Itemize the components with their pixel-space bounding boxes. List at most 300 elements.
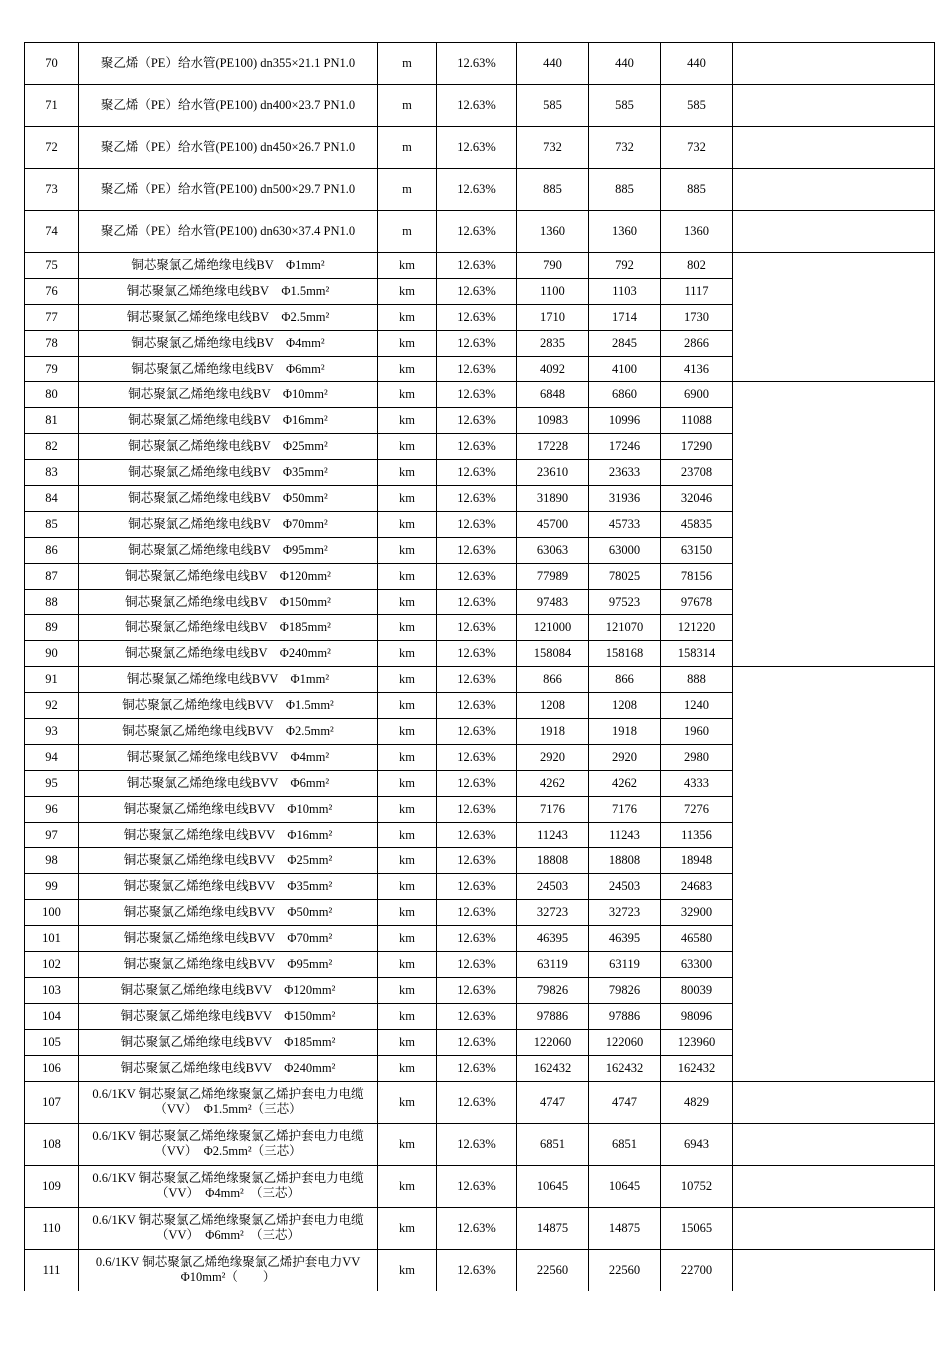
unit-cell: km bbox=[378, 744, 437, 770]
price-2-cell: 31936 bbox=[589, 486, 661, 512]
table-row bbox=[25, 460, 935, 486]
remark-cell bbox=[733, 486, 935, 512]
rate-cell: 12.63% bbox=[437, 641, 517, 667]
item-number-cell: 98 bbox=[25, 848, 79, 874]
rate-cell: 12.63% bbox=[437, 85, 517, 127]
item-name-cell: 铜芯聚氯乙烯绝缘电线BVV Φ1.5mm² bbox=[79, 693, 378, 719]
item-number-cell: 81 bbox=[25, 408, 79, 434]
unit-cell: km bbox=[378, 770, 437, 796]
rate-cell: 12.63% bbox=[437, 356, 517, 382]
price-2-cell: 46395 bbox=[589, 926, 661, 952]
unit-cell: km bbox=[378, 589, 437, 615]
table-row bbox=[25, 43, 935, 85]
item-name-cell: 聚乙烯（PE）给水管(PE100) dn355×21.1 PN1.0 bbox=[79, 43, 378, 85]
price-1-cell: 22560 bbox=[517, 1249, 589, 1291]
item-name-cell: 0.6/1KV 铜芯聚氯乙烯绝缘聚氯乙烯护套电力电缆（VV） Φ6mm² （三芯） bbox=[79, 1207, 378, 1249]
price-3-cell: 63300 bbox=[661, 952, 733, 978]
price-3-cell: 1240 bbox=[661, 693, 733, 719]
price-3-cell: 15065 bbox=[661, 1207, 733, 1249]
price-2-cell: 10996 bbox=[589, 408, 661, 434]
price-2-cell: 440 bbox=[589, 43, 661, 85]
table-row bbox=[25, 1123, 935, 1165]
unit-cell: km bbox=[378, 253, 437, 279]
rate-cell: 12.63% bbox=[437, 1123, 517, 1165]
unit-cell: km bbox=[378, 1055, 437, 1081]
price-2-cell: 2920 bbox=[589, 744, 661, 770]
item-number-cell: 90 bbox=[25, 641, 79, 667]
item-number-cell: 99 bbox=[25, 874, 79, 900]
remark-cell bbox=[733, 85, 935, 127]
table-row bbox=[25, 719, 935, 745]
table-row bbox=[25, 770, 935, 796]
rate-cell: 12.63% bbox=[437, 693, 517, 719]
table-row bbox=[25, 693, 935, 719]
price-1-cell: 63063 bbox=[517, 537, 589, 563]
price-1-cell: 6851 bbox=[517, 1123, 589, 1165]
remark-cell bbox=[733, 977, 935, 1003]
price-2-cell: 24503 bbox=[589, 874, 661, 900]
table-row bbox=[25, 486, 935, 512]
table-row bbox=[25, 1207, 935, 1249]
item-name-cell: 铜芯聚氯乙烯绝缘电线BVV Φ10mm² bbox=[79, 796, 378, 822]
item-number-cell: 105 bbox=[25, 1029, 79, 1055]
price-2-cell: 63119 bbox=[589, 952, 661, 978]
rate-cell: 12.63% bbox=[437, 537, 517, 563]
item-number-cell: 88 bbox=[25, 589, 79, 615]
item-name-cell: 0.6/1KV 铜芯聚氯乙烯绝缘聚氯乙烯护套电力电缆（VV） Φ4mm² （三芯） bbox=[79, 1165, 378, 1207]
price-1-cell: 1208 bbox=[517, 693, 589, 719]
item-name-cell: 铜芯聚氯乙烯绝缘电线BV Φ120mm² bbox=[79, 563, 378, 589]
item-name-cell: 铜芯聚氯乙烯绝缘电线BVV Φ6mm² bbox=[79, 770, 378, 796]
unit-cell: km bbox=[378, 796, 437, 822]
remark-cell bbox=[733, 1123, 935, 1165]
item-name-cell: 铜芯聚氯乙烯绝缘电线BVV Φ25mm² bbox=[79, 848, 378, 874]
price-2-cell: 885 bbox=[589, 169, 661, 211]
price-2-cell: 1714 bbox=[589, 304, 661, 330]
remark-cell bbox=[733, 874, 935, 900]
price-2-cell: 162432 bbox=[589, 1055, 661, 1081]
remark-cell bbox=[733, 1055, 935, 1081]
item-number-cell: 79 bbox=[25, 356, 79, 382]
item-name-cell: 铜芯聚氯乙烯绝缘电线BVV Φ16mm² bbox=[79, 822, 378, 848]
item-name-cell: 铜芯聚氯乙烯绝缘电线BV Φ1mm² bbox=[79, 253, 378, 279]
price-3-cell: 2980 bbox=[661, 744, 733, 770]
rate-cell: 12.63% bbox=[437, 1003, 517, 1029]
price-3-cell: 802 bbox=[661, 253, 733, 279]
rate-cell: 12.63% bbox=[437, 511, 517, 537]
unit-cell: km bbox=[378, 719, 437, 745]
table-row bbox=[25, 408, 935, 434]
item-number-cell: 71 bbox=[25, 85, 79, 127]
item-name-cell: 铜芯聚氯乙烯绝缘电线BV Φ25mm² bbox=[79, 434, 378, 460]
item-number-cell: 89 bbox=[25, 615, 79, 641]
item-name-cell: 铜芯聚氯乙烯绝缘电线BVV Φ240mm² bbox=[79, 1055, 378, 1081]
table-row bbox=[25, 952, 935, 978]
item-number-cell: 97 bbox=[25, 822, 79, 848]
rate-cell: 12.63% bbox=[437, 43, 517, 85]
unit-cell: m bbox=[378, 169, 437, 211]
table-row bbox=[25, 977, 935, 1003]
item-name-cell: 0.6/1KV 铜芯聚氯乙烯绝缘聚氯乙烯护套电力电缆（VV） Φ2.5mm²（三芯） bbox=[79, 1123, 378, 1165]
rate-cell: 12.63% bbox=[437, 127, 517, 169]
table-row bbox=[25, 1249, 935, 1291]
price-1-cell: 732 bbox=[517, 127, 589, 169]
item-name-cell: 铜芯聚氯乙烯绝缘电线BV Φ6mm² bbox=[79, 356, 378, 382]
remark-cell bbox=[733, 900, 935, 926]
price-3-cell: 440 bbox=[661, 43, 733, 85]
rate-cell: 12.63% bbox=[437, 874, 517, 900]
price-2-cell: 7176 bbox=[589, 796, 661, 822]
price-2-cell: 2845 bbox=[589, 330, 661, 356]
item-number-cell: 110 bbox=[25, 1207, 79, 1249]
price-2-cell: 23633 bbox=[589, 460, 661, 486]
price-1-cell: 885 bbox=[517, 169, 589, 211]
item-name-cell: 铜芯聚氯乙烯绝缘电线BV Φ70mm² bbox=[79, 511, 378, 537]
item-number-cell: 109 bbox=[25, 1165, 79, 1207]
rate-cell: 12.63% bbox=[437, 667, 517, 693]
remark-cell bbox=[733, 127, 935, 169]
rate-cell: 12.63% bbox=[437, 615, 517, 641]
table-row bbox=[25, 85, 935, 127]
price-1-cell: 4747 bbox=[517, 1081, 589, 1123]
price-3-cell: 1960 bbox=[661, 719, 733, 745]
price-2-cell: 792 bbox=[589, 253, 661, 279]
price-2-cell: 97886 bbox=[589, 1003, 661, 1029]
rate-cell: 12.63% bbox=[437, 1081, 517, 1123]
price-3-cell: 585 bbox=[661, 85, 733, 127]
unit-cell: km bbox=[378, 1249, 437, 1291]
price-3-cell: 10752 bbox=[661, 1165, 733, 1207]
item-number-cell: 77 bbox=[25, 304, 79, 330]
price-3-cell: 63150 bbox=[661, 537, 733, 563]
table-row bbox=[25, 848, 935, 874]
remark-cell bbox=[733, 1003, 935, 1029]
remark-cell bbox=[733, 667, 935, 693]
price-3-cell: 4829 bbox=[661, 1081, 733, 1123]
price-3-cell: 4136 bbox=[661, 356, 733, 382]
unit-cell: m bbox=[378, 211, 437, 253]
item-name-cell: 0.6/1KV 铜芯聚氯乙烯绝缘聚氯乙烯护套电力VV Φ10mm²（ ） bbox=[79, 1249, 378, 1291]
price-2-cell: 10645 bbox=[589, 1165, 661, 1207]
remark-cell bbox=[733, 434, 935, 460]
price-1-cell: 1918 bbox=[517, 719, 589, 745]
item-number-cell: 91 bbox=[25, 667, 79, 693]
price-2-cell: 122060 bbox=[589, 1029, 661, 1055]
price-2-cell: 1103 bbox=[589, 278, 661, 304]
unit-cell: km bbox=[378, 1081, 437, 1123]
item-number-cell: 106 bbox=[25, 1055, 79, 1081]
item-number-cell: 82 bbox=[25, 434, 79, 460]
price-2-cell: 866 bbox=[589, 667, 661, 693]
rate-cell: 12.63% bbox=[437, 169, 517, 211]
remark-cell bbox=[733, 304, 935, 330]
remark-cell bbox=[733, 796, 935, 822]
table-row bbox=[25, 537, 935, 563]
item-number-cell: 73 bbox=[25, 169, 79, 211]
item-name-cell: 铜芯聚氯乙烯绝缘电线BV Φ185mm² bbox=[79, 615, 378, 641]
table-row bbox=[25, 382, 935, 408]
price-3-cell: 6900 bbox=[661, 382, 733, 408]
table-row bbox=[25, 1055, 935, 1081]
price-3-cell: 162432 bbox=[661, 1055, 733, 1081]
price-1-cell: 63119 bbox=[517, 952, 589, 978]
item-number-cell: 103 bbox=[25, 977, 79, 1003]
price-2-cell: 17246 bbox=[589, 434, 661, 460]
item-name-cell: 铜芯聚氯乙烯绝缘电线BV Φ2.5mm² bbox=[79, 304, 378, 330]
price-3-cell: 18948 bbox=[661, 848, 733, 874]
rate-cell: 12.63% bbox=[437, 563, 517, 589]
price-3-cell: 17290 bbox=[661, 434, 733, 460]
price-2-cell: 6851 bbox=[589, 1123, 661, 1165]
table-row bbox=[25, 356, 935, 382]
item-name-cell: 铜芯聚氯乙烯绝缘电线BVV Φ2.5mm² bbox=[79, 719, 378, 745]
price-2-cell: 79826 bbox=[589, 977, 661, 1003]
table-row bbox=[25, 874, 935, 900]
price-1-cell: 97483 bbox=[517, 589, 589, 615]
item-name-cell: 0.6/1KV 铜芯聚氯乙烯绝缘聚氯乙烯护套电力电缆（VV） Φ1.5mm²（三芯） bbox=[79, 1081, 378, 1123]
rate-cell: 12.63% bbox=[437, 382, 517, 408]
price-1-cell: 23610 bbox=[517, 460, 589, 486]
unit-cell: km bbox=[378, 1123, 437, 1165]
item-name-cell: 铜芯聚氯乙烯绝缘电线BV Φ240mm² bbox=[79, 641, 378, 667]
rate-cell: 12.63% bbox=[437, 434, 517, 460]
price-2-cell: 121070 bbox=[589, 615, 661, 641]
remark-cell bbox=[733, 1249, 935, 1291]
rate-cell: 12.63% bbox=[437, 977, 517, 1003]
unit-cell: km bbox=[378, 667, 437, 693]
price-3-cell: 11356 bbox=[661, 822, 733, 848]
unit-cell: km bbox=[378, 1207, 437, 1249]
remark-cell bbox=[733, 926, 935, 952]
item-name-cell: 铜芯聚氯乙烯绝缘电线BV Φ4mm² bbox=[79, 330, 378, 356]
price-3-cell: 7276 bbox=[661, 796, 733, 822]
item-name-cell: 铜芯聚氯乙烯绝缘电线BV Φ16mm² bbox=[79, 408, 378, 434]
rate-cell: 12.63% bbox=[437, 719, 517, 745]
rate-cell: 12.63% bbox=[437, 589, 517, 615]
price-1-cell: 790 bbox=[517, 253, 589, 279]
item-name-cell: 铜芯聚氯乙烯绝缘电线BVV Φ95mm² bbox=[79, 952, 378, 978]
table-row bbox=[25, 304, 935, 330]
remark-cell bbox=[733, 537, 935, 563]
remark-cell bbox=[733, 719, 935, 745]
rate-cell: 12.63% bbox=[437, 278, 517, 304]
unit-cell: km bbox=[378, 977, 437, 1003]
item-name-cell: 铜芯聚氯乙烯绝缘电线BV Φ50mm² bbox=[79, 486, 378, 512]
unit-cell: km bbox=[378, 874, 437, 900]
table-row bbox=[25, 926, 935, 952]
rate-cell: 12.63% bbox=[437, 926, 517, 952]
rate-cell: 12.63% bbox=[437, 1249, 517, 1291]
rate-cell: 12.63% bbox=[437, 1165, 517, 1207]
item-number-cell: 70 bbox=[25, 43, 79, 85]
rate-cell: 12.63% bbox=[437, 408, 517, 434]
price-3-cell: 32900 bbox=[661, 900, 733, 926]
table-row bbox=[25, 278, 935, 304]
remark-cell bbox=[733, 952, 935, 978]
price-2-cell: 4262 bbox=[589, 770, 661, 796]
remark-cell bbox=[733, 460, 935, 486]
price-3-cell: 732 bbox=[661, 127, 733, 169]
item-name-cell: 聚乙烯（PE）给水管(PE100) dn400×23.7 PN1.0 bbox=[79, 85, 378, 127]
table-row bbox=[25, 1003, 935, 1029]
item-name-cell: 铜芯聚氯乙烯绝缘电线BVV Φ185mm² bbox=[79, 1029, 378, 1055]
remark-cell bbox=[733, 278, 935, 304]
price-1-cell: 6848 bbox=[517, 382, 589, 408]
price-3-cell: 6943 bbox=[661, 1123, 733, 1165]
unit-cell: km bbox=[378, 537, 437, 563]
unit-cell: km bbox=[378, 1029, 437, 1055]
remark-cell bbox=[733, 641, 935, 667]
unit-cell: km bbox=[378, 382, 437, 408]
item-number-cell: 108 bbox=[25, 1123, 79, 1165]
item-number-cell: 87 bbox=[25, 563, 79, 589]
item-name-cell: 聚乙烯（PE）给水管(PE100) dn630×37.4 PN1.0 bbox=[79, 211, 378, 253]
unit-cell: m bbox=[378, 127, 437, 169]
rate-cell: 12.63% bbox=[437, 253, 517, 279]
item-number-cell: 92 bbox=[25, 693, 79, 719]
price-2-cell: 63000 bbox=[589, 537, 661, 563]
item-number-cell: 86 bbox=[25, 537, 79, 563]
rate-cell: 12.63% bbox=[437, 1029, 517, 1055]
price-2-cell: 78025 bbox=[589, 563, 661, 589]
rate-cell: 12.63% bbox=[437, 744, 517, 770]
unit-cell: km bbox=[378, 278, 437, 304]
item-number-cell: 104 bbox=[25, 1003, 79, 1029]
price-3-cell: 22700 bbox=[661, 1249, 733, 1291]
item-number-cell: 83 bbox=[25, 460, 79, 486]
price-1-cell: 4092 bbox=[517, 356, 589, 382]
price-1-cell: 4262 bbox=[517, 770, 589, 796]
item-name-cell: 铜芯聚氯乙烯绝缘电线BVV Φ35mm² bbox=[79, 874, 378, 900]
remark-cell bbox=[733, 330, 935, 356]
price-1-cell: 18808 bbox=[517, 848, 589, 874]
table-row bbox=[25, 211, 935, 253]
item-number-cell: 72 bbox=[25, 127, 79, 169]
item-name-cell: 铜芯聚氯乙烯绝缘电线BVV Φ150mm² bbox=[79, 1003, 378, 1029]
table-row bbox=[25, 641, 935, 667]
table-row bbox=[25, 822, 935, 848]
price-1-cell: 79826 bbox=[517, 977, 589, 1003]
rate-cell: 12.63% bbox=[437, 1207, 517, 1249]
remark-cell bbox=[733, 382, 935, 408]
price-2-cell: 11243 bbox=[589, 822, 661, 848]
unit-cell: km bbox=[378, 693, 437, 719]
remark-cell bbox=[733, 1081, 935, 1123]
remark-cell bbox=[733, 1207, 935, 1249]
table-row bbox=[25, 1165, 935, 1207]
item-name-cell: 聚乙烯（PE）给水管(PE100) dn450×26.7 PN1.0 bbox=[79, 127, 378, 169]
table-row bbox=[25, 796, 935, 822]
item-number-cell: 80 bbox=[25, 382, 79, 408]
remark-cell bbox=[733, 211, 935, 253]
remark-cell bbox=[733, 770, 935, 796]
price-3-cell: 78156 bbox=[661, 563, 733, 589]
price-2-cell: 14875 bbox=[589, 1207, 661, 1249]
unit-cell: km bbox=[378, 408, 437, 434]
remark-cell bbox=[733, 589, 935, 615]
price-1-cell: 17228 bbox=[517, 434, 589, 460]
item-name-cell: 铜芯聚氯乙烯绝缘电线BV Φ95mm² bbox=[79, 537, 378, 563]
price-3-cell: 45835 bbox=[661, 511, 733, 537]
price-3-cell: 885 bbox=[661, 169, 733, 211]
price-2-cell: 1918 bbox=[589, 719, 661, 745]
table-row bbox=[25, 900, 935, 926]
unit-cell: km bbox=[378, 460, 437, 486]
item-number-cell: 101 bbox=[25, 926, 79, 952]
unit-cell: km bbox=[378, 641, 437, 667]
item-name-cell: 铜芯聚氯乙烯绝缘电线BVV Φ50mm² bbox=[79, 900, 378, 926]
remark-cell bbox=[733, 1029, 935, 1055]
table-row bbox=[25, 434, 935, 460]
price-1-cell: 32723 bbox=[517, 900, 589, 926]
price-1-cell: 1360 bbox=[517, 211, 589, 253]
table-row bbox=[25, 127, 935, 169]
price-3-cell: 123960 bbox=[661, 1029, 733, 1055]
item-number-cell: 75 bbox=[25, 253, 79, 279]
unit-cell: km bbox=[378, 434, 437, 460]
price-2-cell: 97523 bbox=[589, 589, 661, 615]
item-number-cell: 76 bbox=[25, 278, 79, 304]
price-2-cell: 1208 bbox=[589, 693, 661, 719]
unit-cell: km bbox=[378, 330, 437, 356]
unit-cell: km bbox=[378, 356, 437, 382]
price-1-cell: 158084 bbox=[517, 641, 589, 667]
remark-cell bbox=[733, 1165, 935, 1207]
item-number-cell: 84 bbox=[25, 486, 79, 512]
price-1-cell: 1710 bbox=[517, 304, 589, 330]
price-2-cell: 732 bbox=[589, 127, 661, 169]
price-2-cell: 4747 bbox=[589, 1081, 661, 1123]
price-1-cell: 45700 bbox=[517, 511, 589, 537]
rate-cell: 12.63% bbox=[437, 460, 517, 486]
price-1-cell: 162432 bbox=[517, 1055, 589, 1081]
price-3-cell: 2866 bbox=[661, 330, 733, 356]
rate-cell: 12.63% bbox=[437, 952, 517, 978]
table-row bbox=[25, 667, 935, 693]
price-1-cell: 585 bbox=[517, 85, 589, 127]
unit-cell: km bbox=[378, 304, 437, 330]
table-row bbox=[25, 253, 935, 279]
price-1-cell: 97886 bbox=[517, 1003, 589, 1029]
item-number-cell: 111 bbox=[25, 1249, 79, 1291]
price-3-cell: 158314 bbox=[661, 641, 733, 667]
remark-cell bbox=[733, 408, 935, 434]
rate-cell: 12.63% bbox=[437, 1055, 517, 1081]
price-3-cell: 121220 bbox=[661, 615, 733, 641]
unit-cell: km bbox=[378, 563, 437, 589]
unit-cell: km bbox=[378, 848, 437, 874]
item-name-cell: 铜芯聚氯乙烯绝缘电线BV Φ10mm² bbox=[79, 382, 378, 408]
item-number-cell: 96 bbox=[25, 796, 79, 822]
price-1-cell: 46395 bbox=[517, 926, 589, 952]
item-name-cell: 聚乙烯（PE）给水管(PE100) dn500×29.7 PN1.0 bbox=[79, 169, 378, 211]
price-3-cell: 46580 bbox=[661, 926, 733, 952]
price-1-cell: 14875 bbox=[517, 1207, 589, 1249]
remark-cell bbox=[733, 563, 935, 589]
price-2-cell: 22560 bbox=[589, 1249, 661, 1291]
item-name-cell: 铜芯聚氯乙烯绝缘电线BVV Φ120mm² bbox=[79, 977, 378, 1003]
item-name-cell: 铜芯聚氯乙烯绝缘电线BVV Φ4mm² bbox=[79, 744, 378, 770]
price-3-cell: 97678 bbox=[661, 589, 733, 615]
price-3-cell: 1360 bbox=[661, 211, 733, 253]
unit-cell: km bbox=[378, 1003, 437, 1029]
remark-cell bbox=[733, 615, 935, 641]
remark-cell bbox=[733, 744, 935, 770]
table-row bbox=[25, 1081, 935, 1123]
table-row bbox=[25, 615, 935, 641]
table-row bbox=[25, 744, 935, 770]
unit-cell: m bbox=[378, 43, 437, 85]
